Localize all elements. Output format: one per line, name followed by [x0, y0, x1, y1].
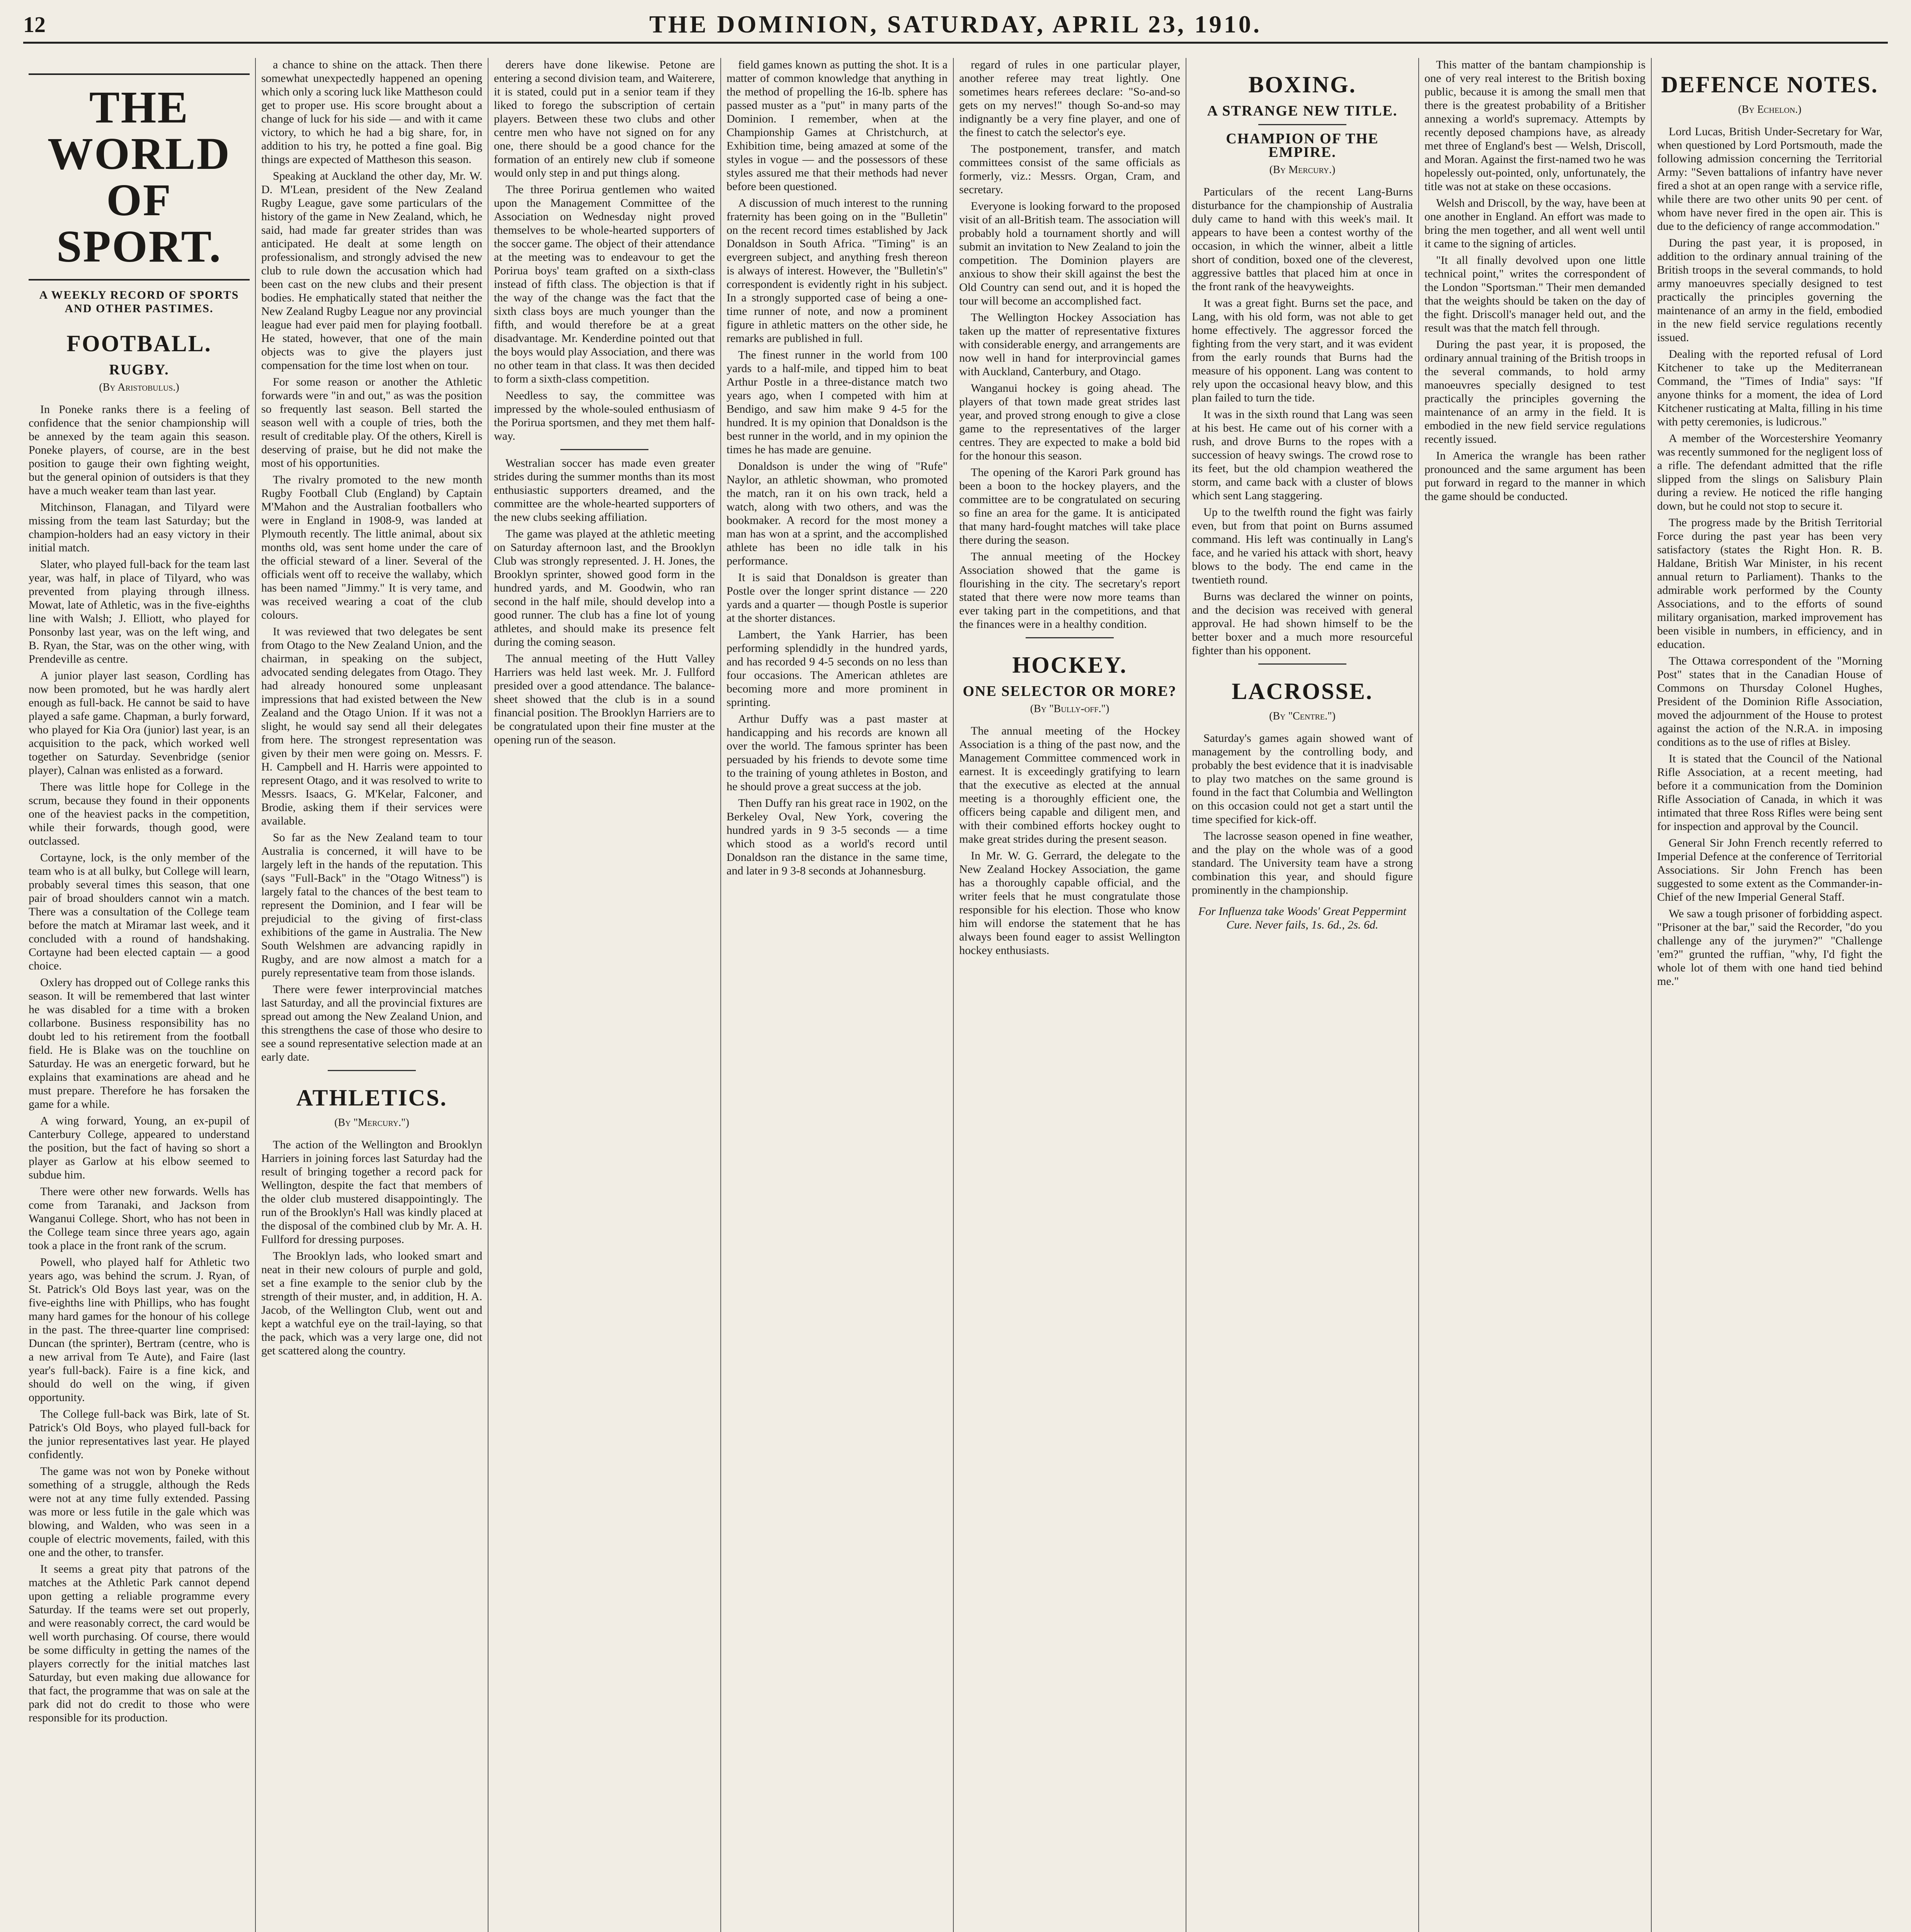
page-number: 12 — [23, 12, 46, 37]
page-columns — [23, 58, 1888, 1932]
paragraph: Wanganui hockey is going ahead. The players of that town made great strides last year, and proved strong enough to give a close game to the representatives of the larger centres. They are expected to make a bold bid for the honour this season. — [959, 382, 1180, 462]
column-2 — [256, 58, 488, 1932]
newspaper-masthead-title: THE DOMINION, SATURDAY, APRIL 23, 1910. — [649, 10, 1262, 38]
paragraph: It seems a great pity that patrons of the matches at the Athletic Park cannot depend upon getting a reliable programme every Saturday. If the teams were set out properly, and were reasonably correct, the card would be well worth purchasing. Of course, there would be some difficulty in getting the names of the players correctly for the initial matches last Saturday, but even making due allowance for that fact, the programme that was on sale at the park did not do credit to those who were responsible for its production. — [29, 1563, 250, 1724]
article-body — [727, 58, 948, 878]
subsection-heading-rugby: RUGBY. — [109, 362, 169, 378]
article-body — [959, 724, 1180, 957]
paragraph: So far as the New Zealand team to tour Australia is concerned, it will have to be largely left in the hands of the reputation. This (says "Full-Back" in the "Otago Witness") is largely fatal to the chances of the best team to represent the Dominion, and I fear will be prejudicial to the giving of first-class exhibitions of the game in Australia. The New South Welshmen are advancing rapidly in Rugby, and are now almost a match for a purely representative team from those islands. — [261, 831, 482, 979]
paragraph: The three Porirua gentlemen who waited upon the Management Committee of the Association on Wednesday night proved themselves to be whole-hearted supporters of the soccer game. The object of their attendance at the meeting was to endeavour to get the Porirua boys' team grafted on a sixth-class instead of fifth class. The objection is that if the way of the change was the fact that the sixth class boys are much younger than the fifth, and would therefore be at a great disadvantage. Mr. Kenderdine pointed out that the boys would play Association, and there was no other team in that class. It was then decided to form a sixth-class competition. — [494, 183, 715, 385]
paragraph: Cortayne, lock, is the only member of the team who is at all bulky, but College will learn, probably several times this season, that one pair of broad shoulders cannot win a match. There was a consultation of the College team before the match at Miramar last week, and it concluded with a round of handshaking. Cortayne had been elected captain — a good choice. — [29, 851, 250, 972]
column-1 — [23, 58, 255, 1932]
paragraph: The Ottawa correspondent of the "Morning Post" states that in the Canadian House of Commons on Thursday Colonel Hughes, President of the Dominion Rifle Association, moved the adjournment of the House to protest against the action of the N.R.A. in imposing conditions as to the use of rifles at Bisley. — [1657, 655, 1882, 748]
article-body — [1192, 731, 1413, 897]
paragraph: Dealing with the reported refusal of Lord Kitchener to take up the Mediterranean Command, the "Times of India" says: "If anyone thinks for a moment, the idea of Lord Kitchener rusticating at Malta, filling in his time with petty ceremonies, is ludicrous." — [1657, 348, 1882, 428]
section-heading-football: FOOTBALL. — [66, 331, 212, 356]
paragraph: It was in the sixth round that Lang was seen at his best. He came out of his corner with a rush, and drove Burns to the ropes with a succession of heavy swings. The crowd rose to its feet, but the old champion weathered the storm, and came back with a cluster of blows which sent Lang staggering. — [1192, 408, 1413, 502]
section-divider — [1026, 637, 1114, 638]
paragraph: The action of the Wellington and Brooklyn Harriers in joining forces last Saturday had the result of bringing together a record pack for Wellington, despite the fact that members of the older club mustered disappointingly. The run of the Brooklyn's Hall was kindly placed at the disposal of the combined club by Mr. A. H. Fullford for dressing purposes. — [261, 1138, 482, 1246]
paragraph: There were other new forwards. Wells has come from Taranaki, and Jackson from Wanganui College. Short, who has not been in the College team since three years ago, again took a place in the front rank of the scrum. — [29, 1185, 250, 1252]
paragraph: A member of the Worcestershire Yeomanry was recently summoned for the negligent loss of a rifle. The defendant admitted that the rifle slipped from the slings on Salisbury Plain during a review. He noticed the rifle hanging down, but he could not stop to secure it. — [1657, 432, 1882, 512]
column-5 — [954, 58, 1186, 1932]
paragraph: Oxlery has dropped out of College ranks this season. It will be remembered that last winter he was disabled for a time with a broken collarbone. Business responsibility has no doubt led to his retirement from the football field. He is Blake was on the touchline on Saturday. He was an energetic forward, but he explains that examinations are ahead and he must prepare. Therefore he has forsaken the game for a while. — [29, 976, 250, 1111]
article-body — [494, 456, 715, 747]
paragraph: Powell, who played half for Athletic two years ago, was behind the scrum. J. Ryan, of St. Patrick's Old Boys last year, was on the five-eighths line with Phillips, who has fought many hard games for the honour of his college in the past. The three-quarter line comprised: Duncan (the sprinter), Bertram (centre, who is a new arrival from Te Aute), and Faire (last year's full-back). Faire is a fine kick, and should do well on the wing, if given opportunity. — [29, 1256, 250, 1404]
paragraph: Speaking at Auckland the other day, Mr. W. D. M'Lean, president of the New Zealand Rugby League, gave some particulars of the history of the game in New Zealand, which, he said, had made far greater strides than was anticipated. He dealt at some length on professionalism, and strongly advised the new club to rule down the accusation which had been cast on the new clubs and their present bodies. He emphatically stated that neither the New Zealand Rugby League nor any provincial league had ever paid men for playing football. He stated, however, that one of the main objects was to give the players just compensation for the time lost when on tour. — [261, 170, 482, 372]
paragraph: derers have done likewise. Petone are entering a second division team, and Waiterere, it is stated, could put in a senior team if they liked to forego the subscription of certain players. Between these two clubs and other centre men who have not signed on for any one, there should be a good chance for the formation of an entirely new club if someone would only step in and put things along. — [494, 58, 715, 179]
paragraph: Then Duffy ran his great race in 1902, on the Berkeley Oval, New York, covering the hundred yards in 9 3-5 seconds — a time which stood as a world's record until Donaldson ran the distance in the same time, and later in 9 3-8 seconds at Johannesburg. — [727, 797, 948, 877]
byline: (By Echelon.) — [1738, 104, 1802, 116]
column-6 — [1186, 58, 1418, 1932]
article-body — [261, 58, 482, 1064]
paragraph: Slater, who played full-back for the team last year, was half, in place of Tilyard, who was prevented from playing through illness. Mowat, late of Athletic, was in the five-eighths line with Walsh; J. Elliott, who played for Ponsonby last year, was on the left wing, and B. Ryan, the Star, was on the other wing, with Prendeville as centre. — [29, 558, 250, 665]
paragraph: In America the wrangle has been rather pronounced and the same argument has been put forward in regard to the manner in which the game should be conducted. — [1424, 449, 1646, 503]
paragraph: In Mr. W. G. Gerrard, the delegate to the New Zealand Hockey Association, the game has a thoroughly capable official, and the writer feels that he must congratulate those responsible for his election. Those who know him will endorse the statement that he has always been found eager to assist Wellington hockey enthusiasts. — [959, 849, 1180, 957]
paragraph: The Wellington Hockey Association has taken up the matter of representative fixtures with considerable energy, and arrangements are now well in hand for interprovincial games with Auckland, Canterbury, and Otago. — [959, 311, 1180, 378]
masthead — [23, 7, 1888, 44]
paragraph: Saturday's games again showed want of management by the controlling body, and probably the best evidence that it is inadvisable to play two matches on the same ground is found in the fact that Columbia and Wellington on this occasion could not get a start until the time specified for kick-off. — [1192, 732, 1413, 826]
paragraph: We saw a tough prisoner of forbidding aspect. "Prisoner at the bar," said the Recorder, "do you challenge any of the jurymen?" "Challenge 'em?" grunted the ruffian, "why, I'd fight the whole lot of them with one hand tied behind me." — [1657, 907, 1882, 988]
section-heading-boxing: BOXING. — [1248, 72, 1356, 97]
paragraph: In Poneke ranks there is a feeling of confidence that the senior championship will be annexed by the team again this season. Poneke players, of course, are in the best position to gauge their own fighting weight, but the general opinion of outsiders is that they have a much weaker team than last year. — [29, 403, 250, 497]
paragraph: Everyone is looking forward to the proposed visit of an all-British team. The association will probably hold a tournament shortly and will submit an invitation to New Zealand to join the competition. The Dominion players are anxious to show their skill against the best the Old Country can send out, and it is hoped the tour will become an accomplished fact. — [959, 200, 1180, 307]
page-title: THE WORLD OF SPORT. — [29, 73, 250, 281]
byline: (By "Bully-off.") — [1030, 703, 1110, 715]
paragraph: The College full-back was Birk, late of St. Patrick's Old Boys, who played full-back for the junior representatives last year. He played confidently. — [29, 1408, 250, 1461]
paragraph: It was a great fight. Burns set the pace, and Lang, with his old form, was not able to get home effectively. The aggressor forced the fighting from the very start, and it was evident from the early rounds that Burns had the measure of his opponent. Lang was content to rely upon the occasional heavy blow, and this plan failed to turn the tide. — [1192, 297, 1413, 404]
column-7 — [1419, 58, 1651, 1932]
paragraph: Lord Lucas, British Under-Secretary for War, when questioned by Lord Portsmouth, made the following admission concerning the Territorial Army: "Seven battalions of infantry have never fired a shot at an open range with a service rifle, while there are two other units 90 per cent. of whom have never fired in the open air. This is due to the deficiency of range accommodation." — [1657, 125, 1882, 233]
article-subheading: A STRANGE NEW TITLE. — [1207, 103, 1398, 119]
section-divider — [560, 449, 649, 450]
paragraph: A discussion of much interest to the running fraternity has been going on in the "Bulletin" on the recent record times established by Jack Donaldson in South Africa. "Timing" is an evergreen subject, and anything fresh thereon is always of interest. However, the "Bulletin's" correspondent is evidently right in his subject. In a strongly supported case of being a one-time runner of note, and now a prominent figure in athletic matters on the other side, he remarks are published in full. — [727, 197, 948, 345]
paragraph: The annual meeting of the Hockey Association is a thing of the past now, and the Management Committee commenced work in earnest. It is exceedingly gratifying to learn that the executive as elected at the annual meeting is a thoroughly efficient one, the officers being capable and diligent men, and with their combined efforts hockey ought to make great strides during the present season. — [959, 724, 1180, 845]
paragraph: There were fewer interprovincial matches last Saturday, and all the provincial fixtures are spread out among the New Zealand Union, and this strengthens the case of those who desire to see a sound representative selection made at an early date. — [261, 983, 482, 1063]
article-subheading: CHAMPION OF THE EMPIRE. — [1226, 131, 1379, 160]
section-heading-lacrosse: LACROSSE. — [1232, 679, 1373, 704]
paragraph: Donaldson is under the wing of "Rufe" Naylor, an athletic showman, who promoted the match, ran it on his own track, held a watch, along with two others, and was the bookmaker. A record for the most money a man has won at a sprint, and the accomplished athlete has been no idle talk in his performance. — [727, 460, 948, 567]
paragraph: A wing forward, Young, an ex-pupil of Canterbury College, appeared to understand the position, but the fact of having so short a player as Garlow at his elbow seemed to subdue him. — [29, 1114, 250, 1181]
paragraph: It is stated that the Council of the National Rifle Association, at a recent meeting, had before it a communication from the Dominion Rifle Association of Canada, in which it was intimated that three Ross Rifles were being sent for inspection and approval by the Council. — [1657, 752, 1882, 833]
paragraph: The postponement, transfer, and match committees consist of the same officials as formerly, viz.: Messrs. Organ, Cram, and secretary. — [959, 143, 1180, 196]
section-heading-athletics: ATHLETICS. — [296, 1085, 448, 1111]
article-body — [1657, 125, 1882, 988]
paragraph: The rivalry promoted to the new month Rugby Football Club (England) by Captain M'Mahon and the Australian footballers who were in England in 1908-9, was landed at Plymouth recently. The little animal, about six months old, was sent home under the care of the official steward of a liner. Several of the officials went off to receive the wallaby, which has been named "Jimmy." It is very tame, and was received wearing a coat of the club colours. — [261, 473, 482, 621]
paragraph: Up to the twelfth round the fight was fairly even, but from that point on Burns assumed command. His left was continually in Lang's face, and he varied his attack with short, heavy blows to the body. The end came in the twentieth round. — [1192, 506, 1413, 586]
paragraph: Needless to say, the committee was impressed by the whole-souled enthusiasm of the Porirua sportsmen, and they met them half-way. — [494, 389, 715, 442]
paragraph: Burns was declared the winner on points, and the decision was received with general approval. He had shown himself to be the better boxer and a much more resourceful fighter than his opponent. — [1192, 590, 1413, 657]
paragraph: The progress made by the British Territorial Force during the past year has been very satisfactory (states the Right Hon. R. B. Haldane, British War Minister, in his recent annual return to Parliament). Thanks to the admirable work performed by the County Associations, and to the efforts of sound military organisation, marked improvement has been visible in numbers, in efficiency, and in education. — [1657, 516, 1882, 651]
paragraph: The lacrosse season opened in fine weather, and the play on the whole was of a good standard. The University team have a strong combination this year, and should figure prominently in the championship. — [1192, 830, 1413, 896]
paragraph: Welsh and Driscoll, by the way, have been at one another in England. An effort was made to bring the men together, and all went well until it came to the signing of articles. — [1424, 197, 1646, 250]
column-4 — [721, 58, 953, 1932]
paragraph: The game was played at the athletic meeting on Saturday afternoon last, and the Brooklyn Club was strongly represented. J. H. Jones, the Brooklyn sprinter, showed good form in the hundred yards, and M. Goodwin, who ran second in the half mile, should develop into a good runner. The club has a fine lot of young athletes, and should make its presence felt during the coming season. — [494, 527, 715, 648]
paragraph: Westralian soccer has made even greater strides during the summer months than its most enthusiastic supporters dreamed, and the committee are the whole-hearted supporters of the new clubs seeking affiliation. — [494, 457, 715, 524]
paragraph: Arthur Duffy was a past master at handicapping and his records are known all over the world. The famous sprinter has been persuaded by his friends to devote some time to the training of young athletes in Boston, and he should prove a great success at the job. — [727, 713, 948, 793]
paragraph: For some reason or another the Athletic forwards were "in and out," as was the position so frequently last season. Bell started the season well with a couple of tries, both the result of creditable play. Of the others, Kirell is deserving of praise, but he did not make the most of his opportunities. — [261, 376, 482, 469]
paragraph: There was little hope for College in the scrum, because they found in their opponents one of the heaviest packs in the competition, while their forwards, though good, were outclassed. — [29, 781, 250, 847]
paragraph: The game was not won by Poneke without something of a struggle, although the Reds were not at any time fully extended. Passing was more or less futile in the gale which was blowing, and Walden, who was seen in a couple of electric movements, failed, with this one and the other, to transfer. — [29, 1465, 250, 1559]
paragraph: The annual meeting of the Hockey Association showed that the game is flourishing in the city. The secretary's report stated that there were now more teams than ever taking part in the competitions, and that the finances were in a healthy condition. — [959, 550, 1180, 631]
paragraph: The Brooklyn lads, who looked smart and neat in their new colours of purple and gold, set a fine example to the senior club by the strength of their muster, and, in addition, H. A. Jacob, of the Wellington Club, went out and kept a watchful eye on the trail-laying, so that the pack, which was a very large one, did not get scattered along the country. — [261, 1250, 482, 1357]
section-divider — [1258, 124, 1347, 125]
article-body — [29, 403, 250, 1725]
paragraph: Mitchinson, Flanagan, and Tilyard were missing from the team last Saturday; but the champion-holders had an easy victory in their initial match. — [29, 501, 250, 554]
article-body — [494, 58, 715, 443]
paragraph: General Sir John French recently referred to Imperial Defence at the conference of Territorial Associations. Sir John French has been suggested to some extent as the Commander-in-Chief of the new Imperial General Staff. — [1657, 837, 1882, 903]
column-3 — [488, 58, 720, 1932]
byline: (By "Centre.") — [1269, 710, 1336, 722]
section-heading-defence: DEFENCE NOTES. — [1661, 72, 1879, 97]
section-divider — [328, 1070, 416, 1071]
byline: (By "Mercury.") — [334, 1117, 409, 1129]
article-body — [1192, 185, 1413, 657]
paragraph: Particulars of the recent Lang-Burns disturbance for the championship of Australia duly came to hand with this week's mail. It appears to have been a contest worthy of the occasion, in which the winner, albeit a little short of condition, boxed one of the cleverest, aggressive battles that placed him at once in the front rank of the heavyweights. — [1192, 185, 1413, 293]
byline: (By Aristobulus.) — [99, 381, 179, 393]
section-heading-hockey: HOCKEY. — [1012, 652, 1127, 678]
paragraph: "It all finally devolved upon one little technical point," writes the correspondent of the London "Sportsman." Their men demanded that the weights should be taken on the day of the fight. Driscoll's manager held out, and the result was that the match fell through. — [1424, 254, 1646, 334]
paragraph: The opening of the Karori Park ground has been a boon to the hockey players, and the committee are to be congratulated on securing so fine an area for the game. It is anticipated that many hard-fought matches will take place there during the season. — [959, 466, 1180, 546]
section-divider — [1258, 663, 1347, 665]
article-subheading: ONE SELECTOR OR MORE? — [963, 683, 1177, 699]
advertisement: For Influenza take Woods' Great Peppermint Cure. Never fails, 1s. 6d., 2s. 6d. — [1198, 905, 1407, 931]
paragraph: It is said that Donaldson is greater than Postle over the longer sprint distance — 220 yards and a quarter — though Postle is superior at the shorter distances. — [727, 571, 948, 624]
paragraph: During the past year, it is proposed, in addition to the ordinary annual training of the British troops in the several commands, to hold army manoeuvres specially designed to test practically the principles governing the maintenance of an army in the field, embodied in the new field service regulations recently issued. — [1657, 236, 1882, 344]
column-8 — [1652, 58, 1888, 1932]
article-body — [261, 1138, 482, 1357]
paragraph: Lambert, the Yank Harrier, has been performing splendidly in the hundred yards, and has recorded 9 4-5 seconds on no less than four occasions. The American athletes are becoming more and more prominent in sprinting. — [727, 628, 948, 709]
paragraph: The finest runner in the world from 100 yards to a half-mile, and tipped him to beat Arthur Postle in a three-distance match two years ago, when I competed with him at Bendigo, and saw him make 9 4-5 for the hundred. It is my opinion that Donaldson is the best runner in the world, and in my opinion the times he has made are genuine. — [727, 349, 948, 456]
article-body — [959, 58, 1180, 631]
paragraph: This matter of the bantam championship is one of very real interest to the British boxing public, because it is among the small men that there is the greatest probability of a Britisher annexing a world's supremacy. Attempts by recently deposed champions have, as already met three of England's best — Welsh, Driscoll, and Moran. Against the first-named two he was hopelessly out-pointed, only, unfortunately, the title was not at stake on these occasions. — [1424, 58, 1646, 193]
page-subtitle: A WEEKLY RECORD OF SPORTS AND OTHER PASTIMES. — [39, 289, 239, 315]
paragraph: A junior player last season, Cordling has now been promoted, but he was hardly alert enough as full-back. He cannot be said to have played a safe game. Chapman, a burly forward, who played for Kia Ora (junior) last year, is an acquisition to the pack, which worked well together on Saturday. Sevenbridge (senior player), Calnan was enlisted as a forward. — [29, 669, 250, 777]
byline: (By Mercury.) — [1269, 164, 1336, 176]
paragraph: a chance to shine on the attack. Then there somewhat unexpectedly happened an opening which only a scoring luck like Mattheson could get to proper use. His score brought about a change of luck for his side — and with it came victory, to which he had a big share, for, in addition to his try, he potted a fine goal. Big things are expected of Mattheson this season. — [261, 58, 482, 166]
article-body — [1424, 58, 1646, 503]
paragraph: It was reviewed that two delegates be sent from Otago to the New Zealand Union, and the chairman, in speaking on the subject, advocated sending delegates from Otago. They had already honoured some unpleasant impressions that had existed between the New Zealand and the Otago Union. If it was not a slight, he would say send all their delegates from here. The strongest representation was given by their men were going on. Messrs. F. H. Campbell and H. Harris were appointed to represent Otago, and it was resolved to write to Messrs. Isaacs, G. M'Kelar, Falconer, and Brodie, asking them if their services were available. — [261, 625, 482, 827]
paragraph: regard of rules in one particular player, another referee may treat lightly. One sometimes hears referees declare: "So-and-so gets on my nerves!" though So-and-so may indignantly be a very fine player, and one of the finest to catch the selector's eye. — [959, 58, 1180, 139]
paragraph: The annual meeting of the Hutt Valley Harriers was held last week. Mr. J. Fullford presided over a good attendance. The balance-sheet showed that the club is in a sound financial position. The Brooklyn Harriers are to be congratulated upon their fine muster at the opening run of the season. — [494, 652, 715, 746]
paragraph: field games known as putting the shot. It is a matter of common knowledge that anything in the method of propelling the 16-lb. sphere has passed muster as a "put" in many parts of the Dominion. I remember, when at the Championship Games at Christchurch, at Exhibition time, being amazed at some of the styles in vogue — and the possessors of these styles assured me that their methods had never before been questioned. — [727, 58, 948, 193]
paragraph: During the past year, it is proposed, the ordinary annual training of the British troops in the several commands, to hold army manoeuvres specially designed to test practically the principles governing the maintenance of an army in the field. It is embodied in the new field service regulations recently issued. — [1424, 338, 1646, 446]
